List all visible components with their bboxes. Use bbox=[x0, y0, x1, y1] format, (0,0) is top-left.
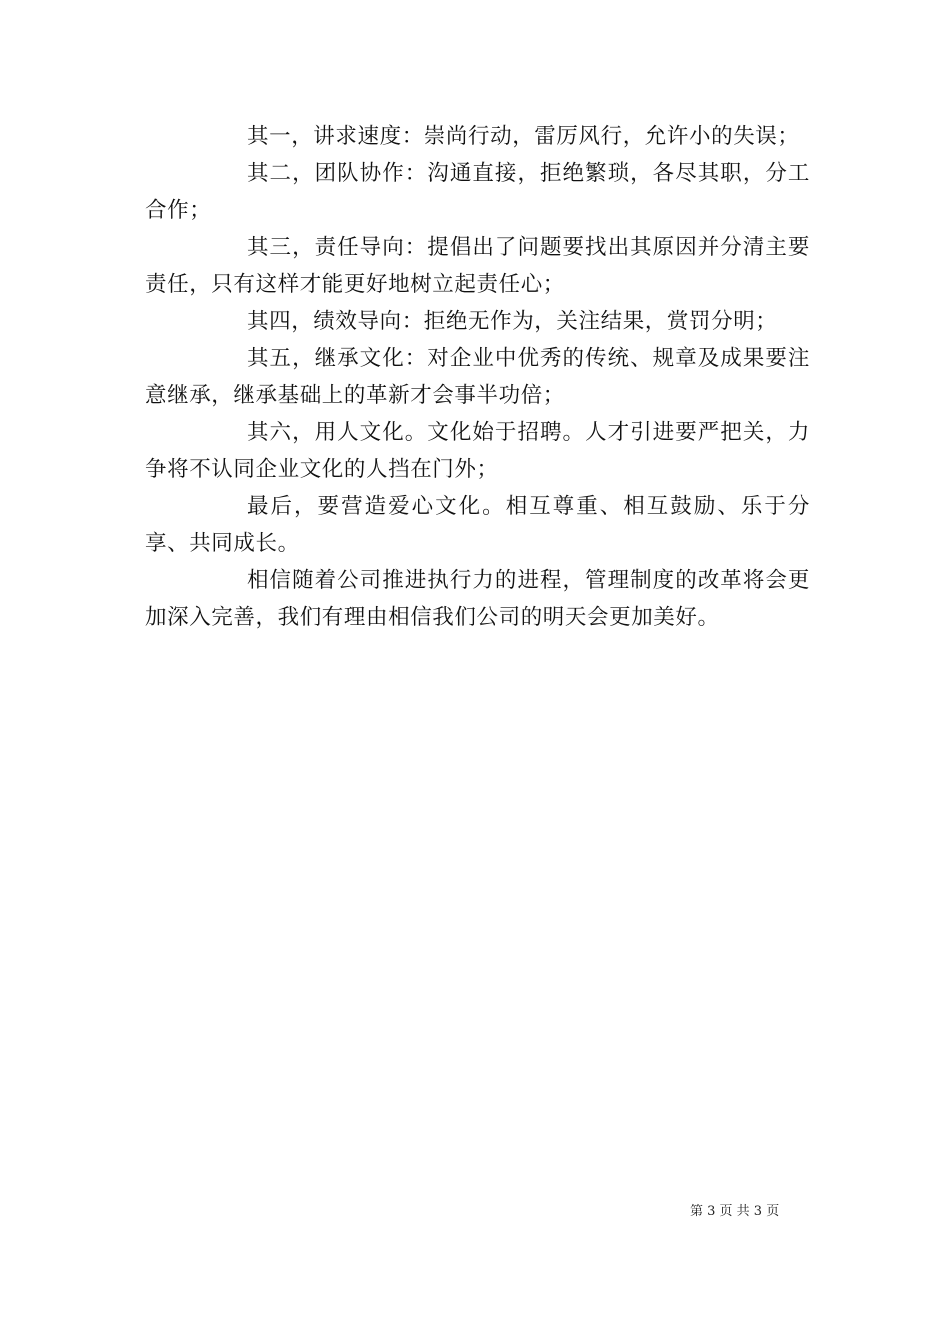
paragraph-conclusion: 相信随着公司推进执行力的进程，管理制度的改革将会更加深入完善，我们有理由相信我们公司的明天会更加美好。 bbox=[145, 568, 810, 630]
page-number-footer: 第 3 页 共 3 页 bbox=[690, 1204, 780, 1219]
paragraph-teamwork: 其二，团队协作：沟通直接，拒绝繁琐，各尽其职，分工合作； bbox=[145, 161, 810, 223]
paragraph-inheritance: 其五，继承文化：对企业中优秀的传统、规章及成果要注意继承，继承基础上的革新才会事半功倍； bbox=[145, 346, 810, 408]
document-body bbox=[145, 118, 810, 636]
paragraph-responsibility: 其三，责任导向：提倡出了问题要找出其原因并分清主要责任，只有这样才能更好地树立起责任心； bbox=[145, 235, 810, 297]
paragraph-performance: 其四，绩效导向：拒绝无作为，关注结果，赏罚分明； bbox=[247, 309, 778, 334]
paragraph-hiring: 其六，用人文化。文化始于招聘。人才引进要严把关，力争将不认同企业文化的人挡在门外； bbox=[145, 420, 810, 482]
paragraph-care-culture: 最后，要营造爱心文化。相互尊重、相互鼓励、乐于分享、共同成长。 bbox=[145, 494, 810, 556]
paragraph-speed: 其一，讲求速度：崇尚行动，雷厉风行，允许小的失误； bbox=[247, 124, 800, 149]
